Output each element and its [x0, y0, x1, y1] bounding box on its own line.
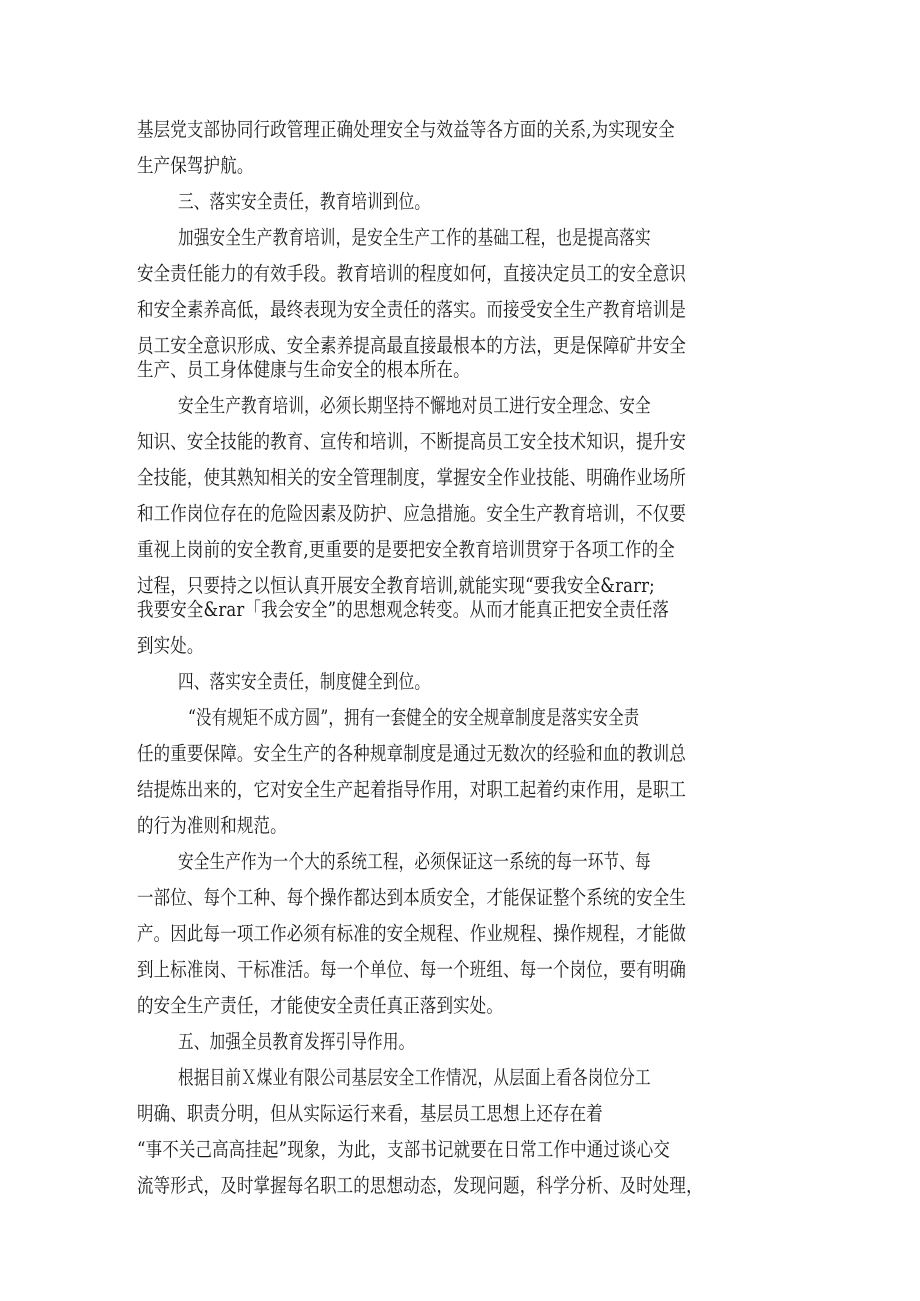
text-line: 根据目前Ｘ煤业有限公司基层安全工作情况，从层面上看各岗位分工 — [178, 1066, 651, 1089]
text-line: 到上标准岗、干标准活。每一个单位、每一个班组、每一个岗位，要有明确 — [137, 958, 687, 981]
text-line: 和工作岗位存在的危险因素及防护、应急措施。安全生产教育培训，不仅要 — [137, 502, 687, 525]
text-line: 产。因此每一项工作必须有标准的安全规程、作业规程、操作规程，才能做 — [137, 922, 687, 945]
text-line: 明确、职责分明，但从实际运行来看，基层员工思想上还存在着 — [137, 1102, 603, 1125]
text-line: 流等形式，及时掌握每名职工的思想动态，发现问题，科学分析、及时处理， — [137, 1174, 703, 1197]
text-line: 员工安全意识形成、安全素养提高最直接最根本的方法，更是保障矿井安全 — [137, 334, 687, 357]
text-line: 重视上岗前的安全教育,更重要的是要把安全教育培训贯穿于各项工作的全 — [137, 538, 675, 561]
text-line: 的安全生产责任，才能使安全责任真正落到实处。 — [137, 994, 504, 1017]
text-line: 生产、员工身体健康与生命安全的根本所在。 — [137, 358, 470, 381]
section-heading: 四、落实安全责任，制度健全到位。 — [178, 670, 431, 693]
text-line: 基层党支部协同行政管理正确处理安全与效益等各方面的关系,为实现安全 — [137, 118, 675, 141]
text-line: “没有规矩不成方圆”，拥有一套健全的安全规章制度是落实安全责 — [188, 706, 640, 729]
text-line: 我要安全&rar「我会安全”的思想观念转变。从而才能真正把安全责任落 — [137, 598, 670, 621]
section-heading: 三、落实安全责任，教育培训到位。 — [178, 190, 431, 213]
text-line: 安全生产作为一个大的系统工程，必须保证这一系统的每一环节、每 — [178, 850, 651, 873]
text-line: 到实处。 — [137, 634, 204, 657]
text-line: 加强安全生产教育培训，是安全生产工作的基础工程，也是提高落实 — [178, 226, 651, 249]
text-line: 的行为准则和规范。 — [137, 814, 287, 837]
text-line: “事不关己高高挂起”现象，为此，支部书记就要在日常工作中通过谈心交 — [137, 1138, 670, 1161]
text-line: 安全生产教育培训，必须长期坚持不懈地对员工进行安全理念、安全 — [178, 394, 651, 417]
text-line: 任的重要保障。安全生产的各种规章制度是通过无数次的经验和血的教训总 — [137, 742, 687, 765]
text-line: 安全责任能力的有效手段。教育培训的程度如何，直接决定员工的安全意识 — [137, 262, 687, 285]
text-line: 生产保驾护航。 — [137, 154, 254, 177]
text-line: 结提炼出来的，它对安全生产起着指导作用，对职工起着约束作用，是职工 — [137, 778, 687, 801]
text-line: 一部位、每个工种、每个操作都达到本质安全，才能保证整个系统的安全生 — [137, 886, 687, 909]
text-line: 和安全素养高低，最终表现为安全责任的落实。而接受安全生产教育培训是 — [137, 298, 687, 321]
text-line: 知识、安全技能的教育、宣传和培训，不断提高员工安全技术知识，提升安 — [137, 430, 687, 453]
text-line: 过程，只要持之以恒认真开展安全教育培训,就能实现“要我安全&rarr; — [137, 574, 655, 597]
section-heading: 五、加强全员教育发挥引导作用。 — [178, 1030, 415, 1053]
text-line: 全技能，使其熟知相关的安全管理制度，掌握安全作业技能、明确作业场所 — [137, 466, 687, 489]
